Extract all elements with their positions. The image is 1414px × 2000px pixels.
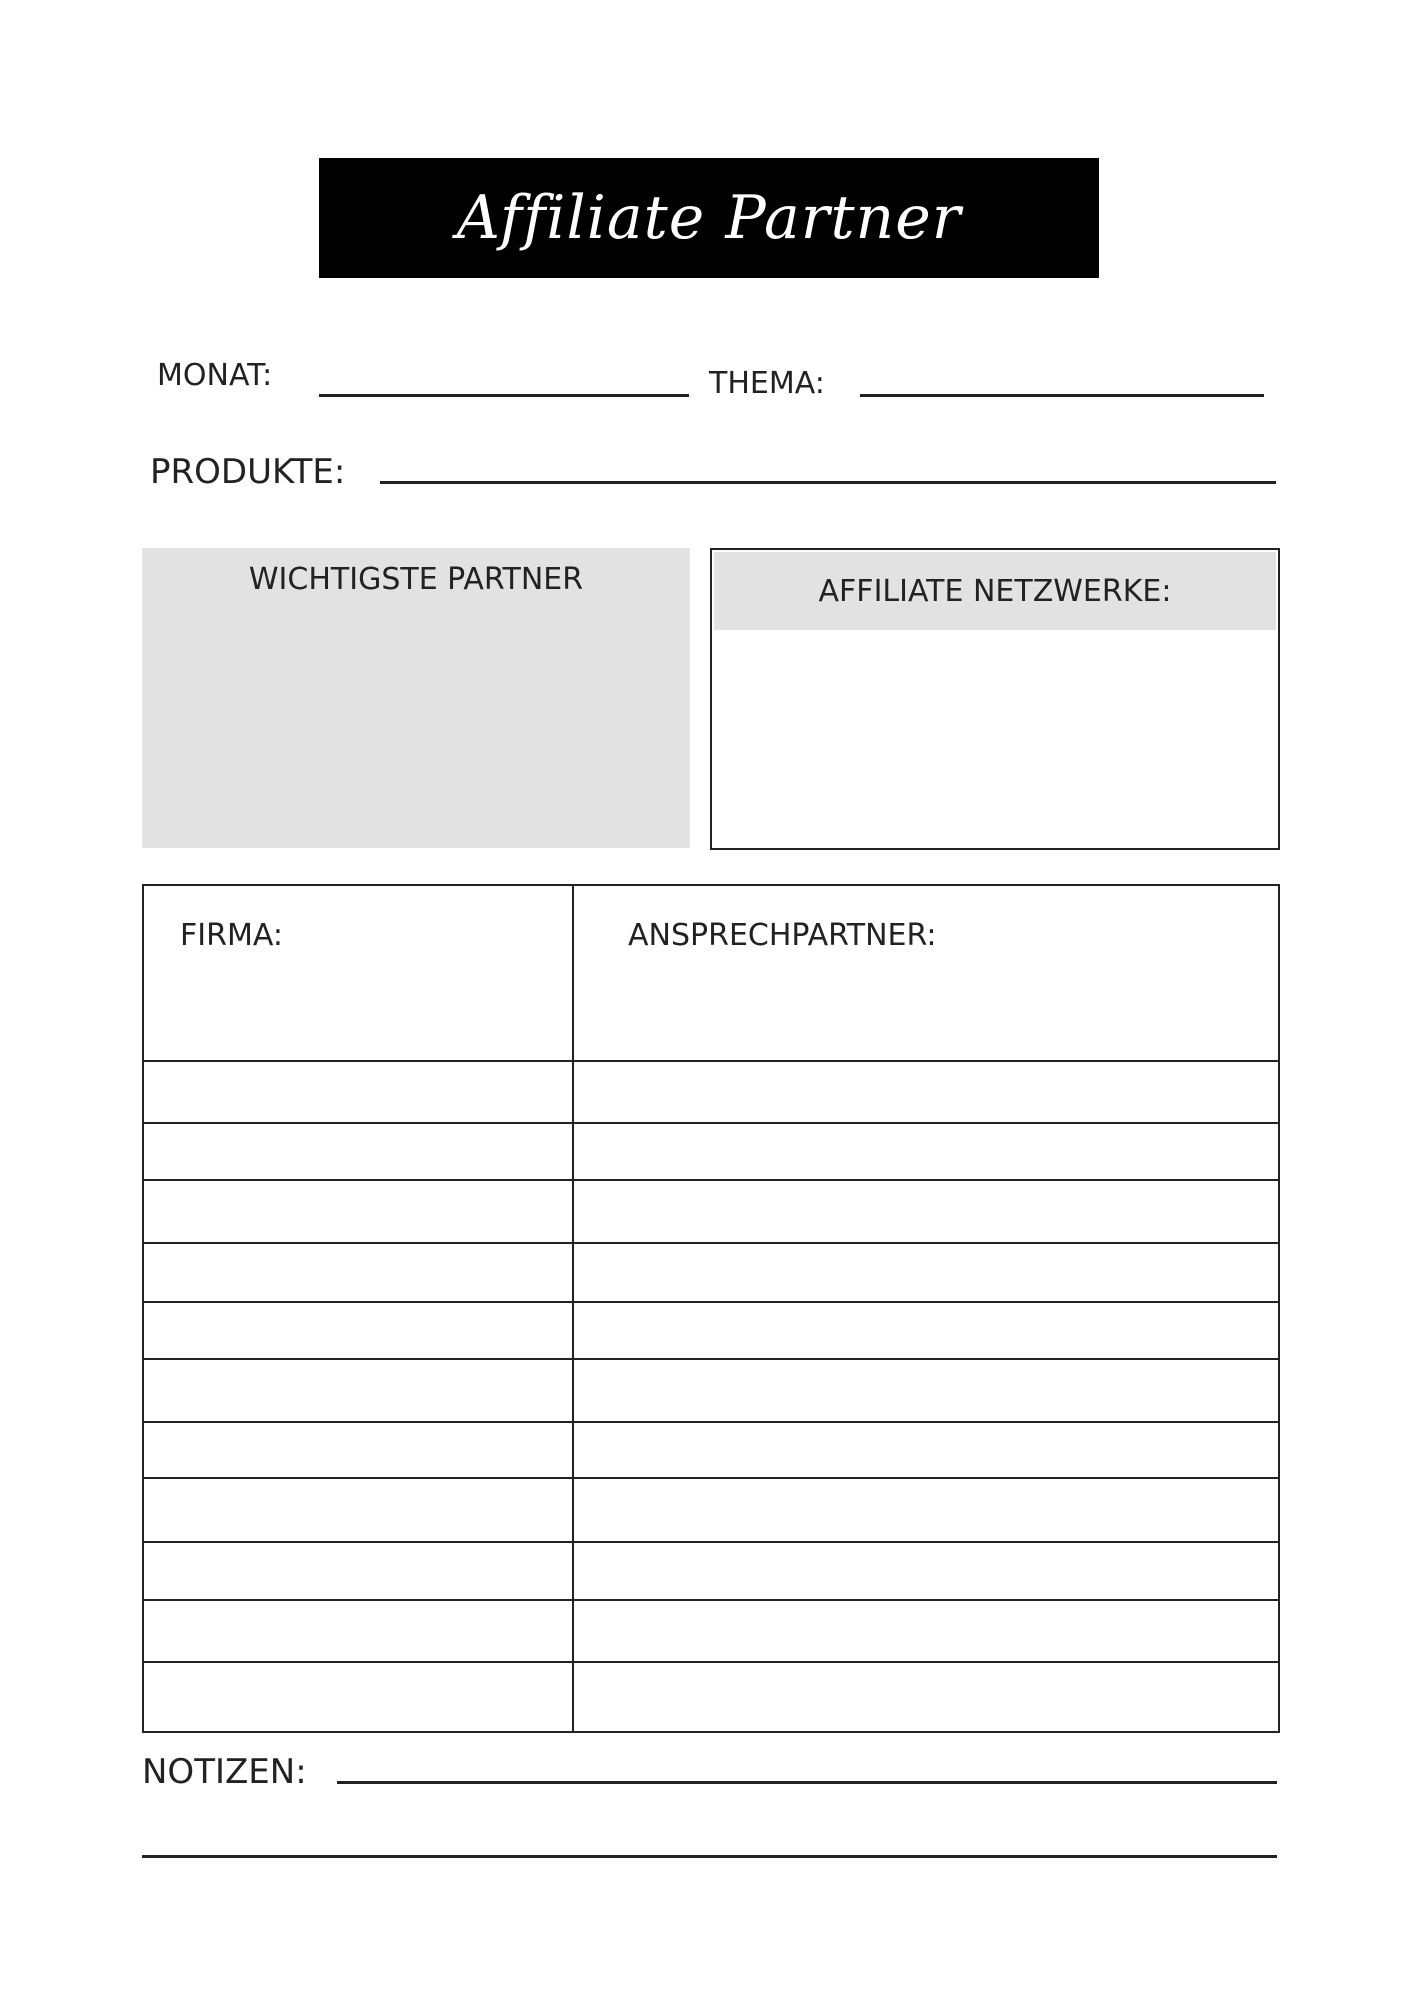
page-title: Affiliate Partner [456,183,962,253]
monat-label: MONAT: [157,358,273,393]
ansprechpartner-cell[interactable] [573,1422,1279,1478]
firma-cell[interactable] [143,1061,573,1123]
ansprechpartner-cell[interactable] [573,1600,1279,1662]
ansprechpartner-cell[interactable] [573,1359,1279,1422]
ansprechpartner-cell[interactable] [573,1542,1279,1600]
monat-field[interactable] [319,394,689,397]
title-banner [319,158,1099,278]
thema-field[interactable] [860,394,1264,397]
wichtigste-partner-title: WICHTIGSTE PARTNER [248,562,584,597]
ansprechpartner-header: ANSPRECHPARTNER: [573,885,1279,1061]
firma-cell[interactable] [143,1302,573,1359]
firma-cell[interactable] [143,1662,573,1732]
firma-cell[interactable] [143,1180,573,1243]
firma-cell[interactable] [143,1243,573,1302]
firma-cell[interactable] [143,1422,573,1478]
produkte-label: PRODUKTE: [150,452,346,492]
table-row [143,1542,1279,1600]
table-row [143,1061,1279,1123]
table-header-row [143,885,1279,1061]
table-row [143,1123,1279,1180]
affiliate-netzwerke-title: AFFILIATE NETZWERKE: [714,552,1276,630]
firma-cell[interactable] [143,1123,573,1180]
table-row [143,1662,1279,1732]
firma-cell[interactable] [143,1600,573,1662]
ansprechpartner-cell[interactable] [573,1478,1279,1542]
wichtigste-partner-box[interactable] [142,548,690,848]
table-row [143,1422,1279,1478]
table-row [143,1600,1279,1662]
notizen-field[interactable] [337,1781,1277,1784]
ansprechpartner-cell[interactable] [573,1243,1279,1302]
thema-label: THEMA: [709,366,825,401]
firma-cell[interactable] [143,1359,573,1422]
notizen-label: NOTIZEN: [142,1752,307,1792]
produkte-field[interactable] [380,481,1276,484]
table-row [143,1359,1279,1422]
firma-cell[interactable] [143,1478,573,1542]
table-row [143,1243,1279,1302]
ansprechpartner-cell[interactable] [573,1180,1279,1243]
table-row [143,1302,1279,1359]
ansprechpartner-cell[interactable] [573,1302,1279,1359]
notizen-field-line-2[interactable] [142,1855,1277,1858]
ansprechpartner-cell[interactable] [573,1061,1279,1123]
ansprechpartner-cell[interactable] [573,1662,1279,1732]
firma-header: FIRMA: [143,885,573,1061]
affiliate-netzwerke-box[interactable] [710,548,1280,850]
partner-table [142,884,1280,1733]
firma-cell[interactable] [143,1542,573,1600]
table-row [143,1478,1279,1542]
table-row [143,1180,1279,1243]
ansprechpartner-cell[interactable] [573,1123,1279,1180]
